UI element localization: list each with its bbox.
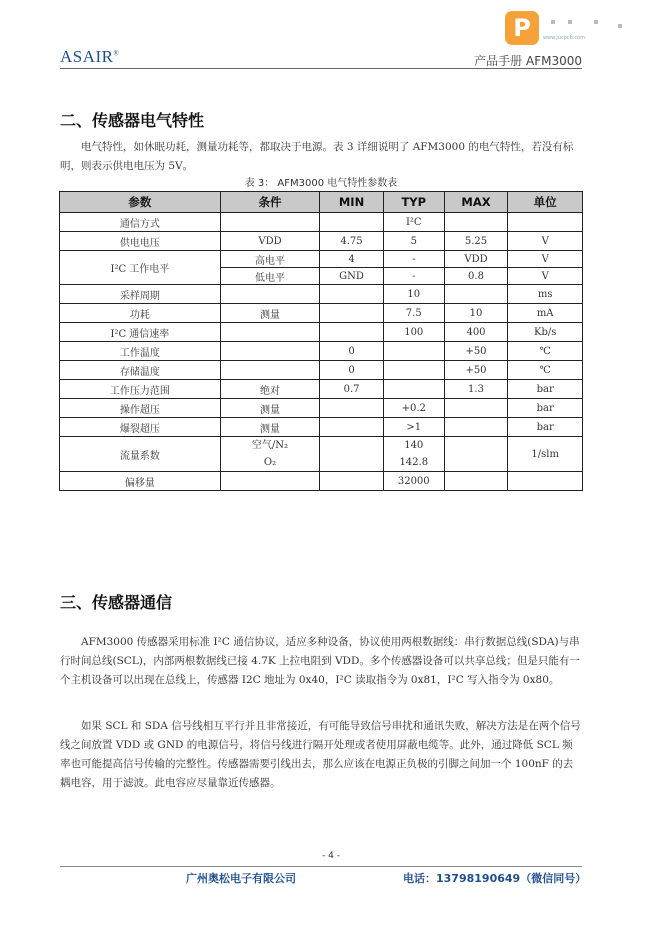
cell-param: I²C 通信速率 — [60, 323, 221, 342]
cell-param: 操作超压 — [60, 399, 221, 418]
cell-cond: 测量 — [220, 418, 319, 437]
cell-max: 1.3 — [444, 380, 508, 399]
cell-param: 流量系数 — [60, 437, 221, 472]
cell-typ: 10 — [383, 285, 444, 304]
cell-typ: +0.2 — [383, 399, 444, 418]
cell-param: 工作压力范围 — [60, 380, 221, 399]
cell-cond: 低电平 — [220, 268, 319, 285]
cell-unit: bar — [508, 418, 583, 437]
cell-min: 0 — [320, 342, 384, 361]
table-row — [60, 380, 583, 399]
cell-cond — [220, 361, 319, 380]
cell-max — [444, 213, 508, 232]
cell-unit: V — [508, 251, 583, 268]
cell-param: 偏移量 — [60, 472, 221, 491]
cell-typ: I²C — [383, 213, 444, 232]
cell-min — [320, 304, 384, 323]
cell-max: +50 — [444, 361, 508, 380]
header-unit: 单位 — [508, 192, 583, 213]
cell-param: 工作温度 — [60, 342, 221, 361]
cell-cond: 绝对 — [220, 380, 319, 399]
cell-typ: 7.5 — [383, 304, 444, 323]
cell-typ — [383, 361, 444, 380]
cell-min — [320, 472, 384, 491]
cell-param: 通信方式 — [60, 213, 221, 232]
cell-min — [320, 418, 384, 437]
cell-typ: 32000 — [383, 472, 444, 491]
cell-param: 功耗 — [60, 304, 221, 323]
cell-unit: mA — [508, 304, 583, 323]
cell-typ — [383, 437, 444, 472]
footer-company: 广州奥松电子有限公司 — [186, 872, 296, 885]
cell-cond — [220, 285, 319, 304]
brand-logo — [60, 47, 119, 67]
table-row — [60, 361, 583, 380]
cell-max — [444, 437, 508, 472]
manual-label: 产品手册 AFM3000 — [474, 54, 582, 68]
cell-typ: 5 — [383, 232, 444, 251]
table-row — [60, 399, 583, 418]
cell-cond — [220, 472, 319, 491]
cell-param: 供电电压 — [60, 232, 221, 251]
page-number: - 4 - — [322, 851, 340, 861]
watermark-p-icon: P — [505, 11, 539, 45]
table-row — [60, 323, 583, 342]
cell-max: 5.25 — [444, 232, 508, 251]
section-title-communication: 三、传感器通信 — [60, 593, 173, 612]
table-row — [60, 342, 583, 361]
cell-max: 10 — [444, 304, 508, 323]
cell-typ — [383, 342, 444, 361]
cell-max: 400 — [444, 323, 508, 342]
table-row — [60, 418, 583, 437]
cond-air-n2: 空气/N₂ — [251, 440, 289, 451]
header-max: MAX — [444, 192, 508, 213]
cell-unit: V — [508, 268, 583, 285]
cell-min — [320, 213, 384, 232]
cell-unit: V — [508, 232, 583, 251]
section-title-electrical: 二、传感器电气特性 — [60, 111, 205, 130]
cell-typ — [383, 380, 444, 399]
cell-unit — [508, 213, 583, 232]
cell-unit: bar — [508, 380, 583, 399]
cell-min — [320, 437, 384, 472]
cell-typ: >1 — [383, 418, 444, 437]
cell-min: 0 — [320, 361, 384, 380]
cell-min: GND — [320, 268, 384, 285]
typ-o2: 142.8 — [399, 457, 429, 468]
cell-cond: 测量 — [220, 304, 319, 323]
table-row — [60, 213, 583, 232]
cell-min: 4 — [320, 251, 384, 268]
cell-unit: ms — [508, 285, 583, 304]
cell-cond — [220, 437, 319, 472]
table-row — [60, 472, 583, 491]
typ-air-n2: 140 — [404, 440, 424, 451]
cell-max — [444, 418, 508, 437]
table-caption: 表 3： AFM3000 电气特性参数表 — [244, 178, 398, 189]
watermark-url: www.jucpcb.com — [543, 35, 586, 41]
header-condition: 条件 — [220, 192, 319, 213]
cell-unit: 1/slm — [508, 437, 583, 472]
cell-cond: VDD — [220, 232, 319, 251]
watermark — [505, 11, 645, 51]
table-row — [60, 251, 583, 268]
cell-max: +50 — [444, 342, 508, 361]
table-row — [60, 285, 583, 304]
cell-min — [320, 285, 384, 304]
signal-integrity-paragraph: 如果 SCL 和 SDA 信号线相互平行并且非常接近，有可能导致信号串扰和通讯失败，解决方法是在两个信号线之间放置 VDD 或 GND 的电源信号，将信号线进行隔开处理或者使用屏蔽电缆等。此外，通过降低 SCL 频率也可能提高信号传输的完整性。传感器需要引线出去，那么应该在电源正负极的引脚之间加一个 100nF 的去耦电容，用于滤波。此电容应尽量靠近传感器。 — [60, 720, 581, 789]
i2c-protocol-paragraph: AFM3000 传感器采用标准 I²C 通信协议，适应多种设备，协议使用两根数据线：串行数据总线(SDA)与串行时间总线(SCL)，内部两根数据线已接 4.7K 上拉电阻到 VDD。多个传感器设备可以共享总线；但是只能有一个主机设备可以出现在总线上，传感器 I2C 地址为 0x40，I²C 读取指令为 0x81，I²C 写入指令为 0x80。 — [60, 636, 580, 686]
table-header-row — [60, 192, 583, 213]
cell-min — [320, 323, 384, 342]
cell-min: 4.75 — [320, 232, 384, 251]
cell-cond: 高电平 — [220, 251, 319, 268]
cell-unit: Kb/s — [508, 323, 583, 342]
header-param: 参数 — [60, 192, 221, 213]
header-typ: TYP — [383, 192, 444, 213]
cell-unit — [508, 472, 583, 491]
cell-max: VDD — [444, 251, 508, 268]
cell-min — [320, 399, 384, 418]
cell-cond — [220, 323, 319, 342]
footer-divider — [60, 866, 582, 867]
cell-cond: 测量 — [220, 399, 319, 418]
table-row — [60, 304, 583, 323]
cell-max — [444, 472, 508, 491]
electrical-spec-table — [59, 191, 583, 491]
cell-max — [444, 285, 508, 304]
cell-param: 存储温度 — [60, 361, 221, 380]
cell-unit: ℃ — [508, 361, 583, 380]
cell-unit: ℃ — [508, 342, 583, 361]
footer-phone: 电话：13798190649（微信同号） — [403, 872, 587, 885]
table-row — [60, 232, 583, 251]
cond-o2: O₂ — [263, 457, 277, 468]
cell-min: 0.7 — [320, 380, 384, 399]
electrical-intro-paragraph: 电气特性，如休眠功耗，测量功耗等，都取决于电源。表 3 详细说明了 AFM3000 的电气特性，若没有标明，则表示供电电压为 5V。 — [60, 141, 574, 172]
cell-cond — [220, 342, 319, 361]
header-min: MIN — [320, 192, 384, 213]
cell-max — [444, 399, 508, 418]
cell-param: 采样周期 — [60, 285, 221, 304]
logo-text: ASAIR — [60, 47, 114, 66]
cell-max: 0.8 — [444, 268, 508, 285]
cell-typ: 100 — [383, 323, 444, 342]
registered-mark: ® — [113, 49, 120, 58]
cell-typ: - — [383, 268, 444, 285]
cell-unit: bar — [508, 399, 583, 418]
cell-param: 爆裂超压 — [60, 418, 221, 437]
cell-param: I²C 工作电平 — [60, 251, 221, 285]
header-divider — [60, 68, 582, 69]
table-row — [60, 437, 583, 472]
cell-typ: - — [383, 251, 444, 268]
cell-cond — [220, 213, 319, 232]
